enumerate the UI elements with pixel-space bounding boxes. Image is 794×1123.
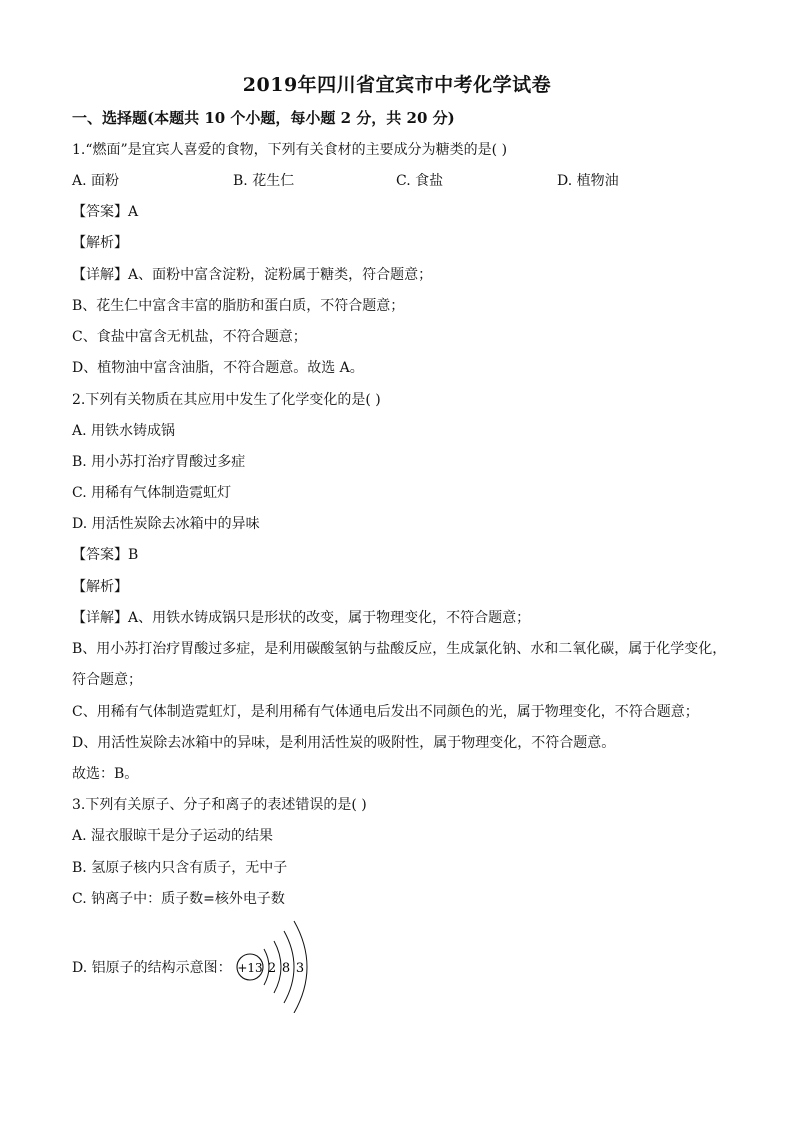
shell-electron-count: 2: [267, 961, 277, 976]
answer-tag: 【答案】: [72, 204, 128, 220]
q1-detail: [72, 265, 432, 285]
answer-tag: 【答案】: [72, 547, 128, 563]
q2-answer: [72, 545, 138, 565]
answer-value: A: [128, 204, 139, 220]
page-title: 2019年四川省宜宾市中考化学试卷: [242, 74, 552, 96]
shell-electron-count: 8: [281, 961, 291, 976]
q2-analysis-tag: 【解析】: [72, 579, 128, 595]
detail-text: A、用铁水铸成锅只是形状的改变，属于物理变化，不符合题意；: [128, 610, 531, 626]
q1-answer: [72, 202, 138, 222]
q2-option-b: B. 用小苏打治疗胃酸过多症: [72, 454, 246, 470]
q1-option-c: C. 食盐: [396, 173, 444, 189]
q2-conclusion: 故选：B。: [72, 766, 139, 782]
q3-option-a: A. 湿衣服晾干是分子运动的结果: [72, 828, 274, 844]
q1-detail-line: C、食盐中富含无机盐，不符合题意；: [72, 329, 307, 345]
q1-option-a: A. 面粉: [72, 173, 120, 189]
q2-option-c: C. 用稀有气体制造霓虹灯: [72, 485, 232, 501]
q3-option-d: D. 铝原子的结构示意图：: [72, 960, 232, 976]
q2-detail-line: B、用小苏打治疗胃酸过多症，是利用碳酸氢钠与盐酸反应，生成氯化钠、水和二氧化碳，属于化学变化，: [72, 641, 727, 657]
q2-detail-line: C、用稀有气体制造霓虹灯，是利用稀有气体通电后发出不同颜色的光，属于物理变化，不符合题意；: [72, 704, 699, 720]
q2-option-a: A. 用铁水铸成锅: [72, 423, 176, 439]
q1-analysis-tag: 【解析】: [72, 235, 128, 251]
q2-detail: [72, 608, 530, 628]
aluminum-atom-diagram: [234, 913, 324, 1013]
detail-tag: 【详解】: [72, 267, 128, 283]
q2-stem: 2.下列有关物质在其应用中发生了化学变化的是( ): [72, 392, 381, 408]
q2-option-d: D. 用活性炭除去冰箱中的异味: [72, 516, 260, 532]
q3-stem: 3.下列有关原子、分子和离子的表述错误的是( ): [72, 797, 367, 813]
section-heading: 一、选择题(本题共 10 个小题，每小题 2 分，共 20 分): [72, 109, 455, 127]
q3-option-c: C. 钠离子中：质子数=核外电子数: [72, 891, 285, 907]
answer-value: B: [128, 547, 139, 563]
detail-tag: 【详解】: [72, 610, 128, 626]
detail-text: A、面粉中富含淀粉，淀粉属于糖类，符合题意；: [128, 267, 433, 283]
q2-detail-line: 符合题意；: [72, 672, 142, 688]
q1-stem: 1.“燃面”是宜宾人喜爱的食物，下列有关食材的主要成分为糖类的是( ): [72, 142, 508, 158]
q3-option-b: B. 氢原子核内只含有质子，无中子: [72, 860, 288, 876]
shell-electron-count: 3: [295, 961, 305, 976]
q1-option-d: D. 植物油: [557, 173, 619, 189]
nucleus-charge: +13: [237, 961, 263, 975]
q1-option-b: B. 花生仁: [233, 173, 295, 189]
q1-detail-line: D、植物油中富含油脂，不符合题意。故选 A。: [72, 360, 364, 376]
q1-detail-line: B、花生仁中富含丰富的脂肪和蛋白质，不符合题意；: [72, 298, 405, 314]
q2-detail-line: D、用活性炭除去冰箱中的异味，是利用活性炭的吸附性，属于物理变化，不符合题意。: [72, 735, 616, 751]
